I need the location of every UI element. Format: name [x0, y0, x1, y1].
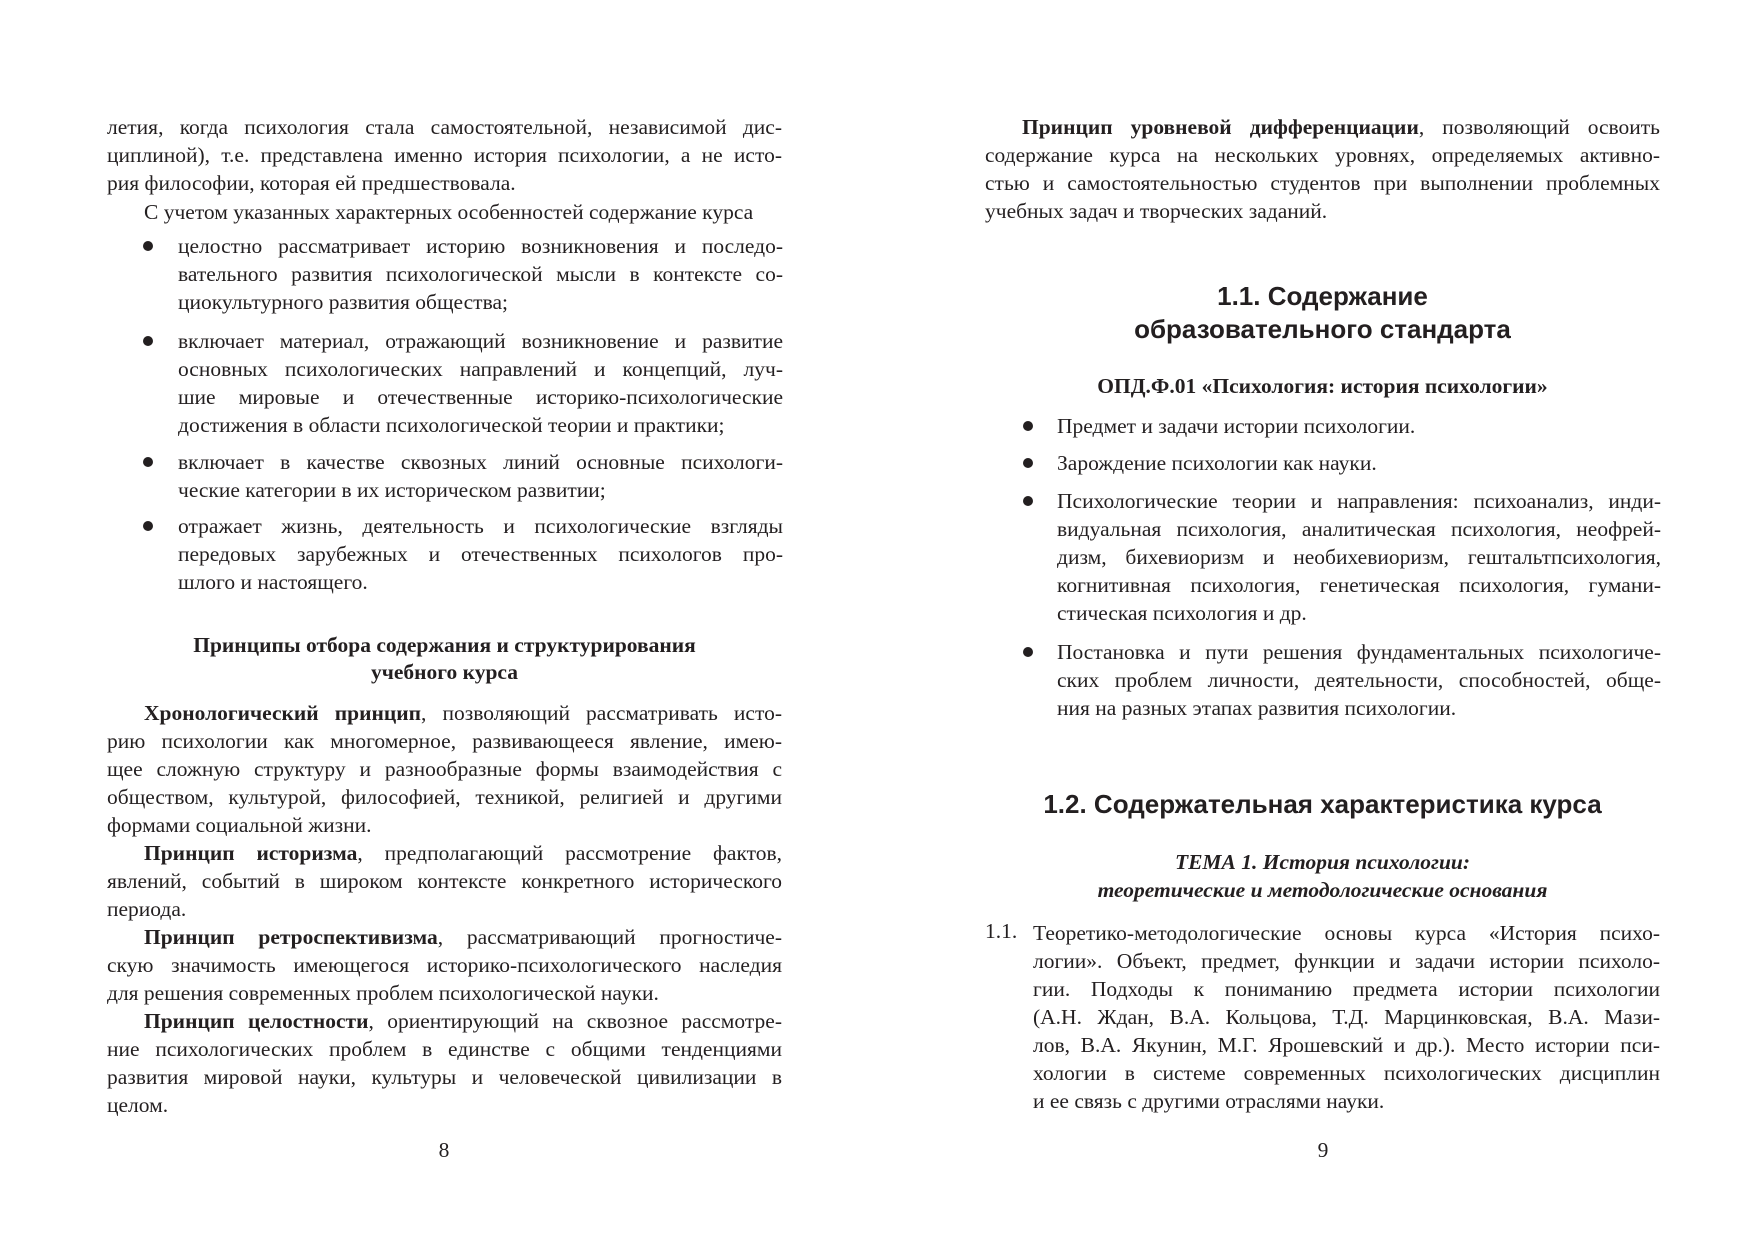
text-line: хологии в системе современных психологических дисциплин	[1033, 1061, 1660, 1085]
text-line: циплиной), т.е. представлена именно история психологии, а не исто-	[107, 143, 782, 167]
text-line: рию психологии как многомерное, развивающееся явление, имею-	[107, 729, 782, 753]
text-line: включает материал, отражающий возникновение и развитие	[178, 329, 783, 353]
text-line	[107, 839, 782, 867]
bullet-icon	[143, 241, 153, 251]
text-run: , позволяющий освоить	[1418, 115, 1660, 139]
bold-term: Принцип уровневой дифференциации	[1022, 115, 1419, 139]
bullet-icon	[143, 521, 153, 531]
text-line: основных психологических направлений и концепций, луч-	[178, 357, 783, 381]
text-line: периода.	[107, 897, 187, 921]
bullet-icon	[143, 457, 153, 467]
heading-line: ТЕМА 1. История психологии:	[1174, 850, 1471, 874]
paragraph	[107, 1007, 782, 1119]
text-line: ских проблем личности, деятельности, способностей, обще-	[1057, 668, 1661, 692]
text-line: и ее связь с другими отраслями науки.	[1033, 1089, 1385, 1113]
bullet-icon	[1023, 458, 1033, 468]
heading-line: Принципы отбора содержания и структурирования	[193, 633, 696, 657]
text-line: гии. Подходы к пониманию предмета истории психологии	[1033, 977, 1660, 1001]
bold-term: Принцип ретроспективизма	[144, 925, 438, 949]
bullet-text	[178, 512, 783, 596]
text-line	[985, 113, 1660, 141]
text-line: Психологические теории и направления: психоанализ, инди-	[1057, 489, 1661, 513]
text-line: дизм, бихевиоризм и необихевиоризм, гештальтпсихология,	[1057, 545, 1661, 569]
paragraph	[107, 699, 782, 839]
text-line: стью и самостоятельностью студентов при выполнении проблемных	[985, 171, 1660, 195]
text-line: ние психологических проблем в единстве с общими тенденциями	[107, 1037, 782, 1061]
text-run: , ориентирующий на сквозное рассмотре-	[368, 1009, 782, 1033]
heading-line: теоретические и методологические основания	[1097, 878, 1548, 902]
text-line: включает в качестве сквозных линий основные психологи-	[178, 450, 783, 474]
text-line: развития мировой науки, культуры и человеческой цивилизации в	[107, 1065, 782, 1089]
text-line: целом.	[107, 1093, 169, 1117]
heading-line: образовательного стандарта	[1134, 314, 1511, 344]
text-line: С учетом указанных характерных особенностей содержание курса	[144, 200, 754, 224]
numbered-item	[985, 919, 1660, 1115]
paragraph	[107, 923, 782, 1007]
text-line: Зарождение психологии как науки.	[1057, 451, 1377, 475]
paragraph	[107, 839, 782, 923]
text-line	[107, 699, 782, 727]
text-line: видуальная психология, аналитическая психология, неофрей-	[1057, 517, 1661, 541]
text-line: летия, когда психология стала самостоятельной, независимой дис-	[107, 115, 782, 139]
text-line: целостно рассматривает историю возникновения и последо-	[178, 234, 783, 258]
text-line: стическая психология и др.	[1057, 601, 1307, 625]
text-line: логии». Объект, предмет, функции и задачи истории психоло-	[1033, 949, 1660, 973]
text-line: (А.Н. Ждан, В.А. Кольцова, Т.Д. Марцинковская, В.А. Мази-	[1033, 1005, 1660, 1029]
bullet-text	[1057, 487, 1661, 627]
text-line: ческие категории в их историческом развитии;	[178, 478, 606, 502]
text-line	[107, 923, 782, 951]
section-heading	[107, 632, 782, 686]
text-run: , предполагающий рассмотрение фактов,	[357, 841, 782, 865]
text-line: формами социальной жизни.	[107, 813, 372, 837]
text-line: содержание курса на нескольких уровнях, определяемых активно-	[985, 143, 1660, 167]
topic-heading	[985, 848, 1660, 904]
bullet-icon	[1023, 421, 1033, 431]
paragraph	[107, 198, 782, 226]
bullet-text	[1057, 412, 1661, 440]
text-line: передовых зарубежных и отечественных психологов про-	[178, 542, 783, 566]
text-line: шие мировые и отечественные историко-психологические	[178, 385, 783, 409]
text-line: отражает жизнь, деятельность и психологические взгляды	[178, 514, 783, 538]
bullet-text	[1057, 638, 1661, 722]
text-line: ния на разных этапах развития психологии.	[1057, 696, 1457, 720]
bullet-text	[178, 327, 783, 439]
text-line: рия философии, которая ей предшествовала.	[107, 171, 516, 195]
text-line: Постановка и пути решения фундаментальных психологиче-	[1057, 640, 1661, 664]
text-line: щее сложную структуру и разнообразные формы взаимодействия с	[107, 757, 782, 781]
bullet-icon	[143, 336, 153, 346]
page-number: 9	[1317, 1138, 1329, 1162]
page-number: 8	[438, 1138, 450, 1162]
section-heading-1-2: 1.2. Содержательная характеристика курса	[1043, 789, 1602, 819]
text-run: , позволяющий рассматривать исто-	[421, 701, 782, 725]
heading-line: 1.1. Содержание	[1217, 281, 1428, 311]
text-line: вательного развития психологической мысли в контексте со-	[178, 262, 783, 286]
text-line: явлений, событий в широком контексте конкретного исторического	[107, 869, 782, 893]
text-line: Предмет и задачи истории психологии.	[1057, 414, 1416, 438]
item-number: 1.1.	[985, 919, 1018, 943]
bold-term: Принцип целостности	[144, 1009, 369, 1033]
section-heading-1-1	[985, 280, 1660, 346]
bullet-text	[178, 448, 783, 504]
text-line: для решения современных проблем психологической науки.	[107, 981, 659, 1005]
text-line: достижения в области психологической теории и практики;	[178, 413, 725, 437]
text-line: учебных задач и творческих заданий.	[985, 199, 1328, 223]
standard-title: ОПД.Ф.01 «Психология: история психологии»	[1097, 374, 1548, 398]
text-run: , рассматривающий прогностиче-	[437, 925, 782, 949]
bold-term: Хронологический принцип	[144, 701, 422, 725]
bullet-text	[178, 232, 783, 316]
paragraph	[985, 113, 1660, 225]
text-line: циокультурного развития общества;	[178, 290, 508, 314]
text-line: Теоретико-методологические основы курса «История психо-	[1033, 921, 1660, 945]
text-line: когнитивная психология, генетическая психология, гумани-	[1057, 573, 1661, 597]
paragraph	[107, 113, 782, 197]
bold-term: Принцип историзма	[144, 841, 358, 865]
text-line	[107, 1007, 782, 1035]
text-line: обществом, культурой, философией, техникой, религией и другими	[107, 785, 782, 809]
bullet-icon	[1023, 496, 1033, 506]
heading-line: учебного курса	[370, 660, 518, 684]
item-text	[1033, 919, 1660, 1115]
bullet-icon	[1023, 647, 1033, 657]
text-line: лов, В.А. Якунин, М.Г. Ярошевский и др.). Место истории пси-	[1033, 1033, 1660, 1057]
text-line: шлого и настоящего.	[178, 570, 368, 594]
bullet-text	[1057, 449, 1661, 477]
text-line: скую значимость имеющегося историко-психологического наследия	[107, 953, 782, 977]
